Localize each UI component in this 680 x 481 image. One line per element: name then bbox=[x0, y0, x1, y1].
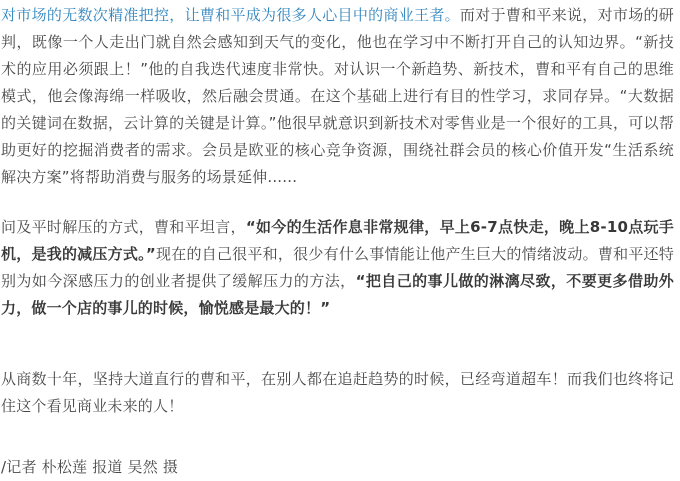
bold-quote-daily-routine: “如今的生活作息非常规律，早上6-7点快走，晚上8-10点玩手机，是我的减压方式。” bbox=[1, 218, 675, 263]
highlight-sentence: 对市场的无数次精准把控，让曹和平成为很多人心目中的商业王者。 bbox=[1, 6, 460, 24]
paragraph-1 bbox=[1, 2, 674, 191]
paragraph-2-lead: 问及平时解压的方式，曹和平坦言， bbox=[1, 218, 246, 236]
paragraph-2-middle: 现在的自己很平和，很少有什么事情能让他产生巨大的情绪波动。曹和平还特别为如今深感压力的创业者提供了缓解压力的方法， bbox=[1, 245, 674, 290]
bold-quote-advice: “把自己的事儿做的淋漓尽致，不要更多借助外力，做一个店的事儿的时候，愉悦感是最大的！” bbox=[1, 272, 674, 317]
paragraph-3: 从商数十年，坚持大道直行的曹和平，在别人都在追赶趋势的时候，已经弯道超车！而我们也终将记住这个看见商业未来的人！ bbox=[1, 370, 674, 415]
paragraph-1-body: 而对于曹和平来说，对市场的研判，既像一个人走出门就自然会感知到天气的变化，他也在学习中不断打开自己的认知边界。“新技术的应用必须跟上！”他的自我迭代速度非常快。对认识一个新趋势、新技术，曹和平有自己的思维模式，他会像海绵一样吸收，然后融会贯通。在这个基础上进行有目的性学习，求同存异。“大数据的关键词在数据，云计算的关键是计算。”他很早就意识到新技术对零售业是一个很好的工具，可以帮助更好的挖掘消费者的需求。会员是欧亚的核心竞争资源，围绕社群会员的核心价值开发“生活系统解决方案”将帮助消费与服务的场景延伸...... bbox=[1, 6, 674, 186]
paragraph-2 bbox=[1, 214, 674, 322]
byline: /记者 朴松莲 报道 吴然 摄 bbox=[1, 458, 179, 476]
